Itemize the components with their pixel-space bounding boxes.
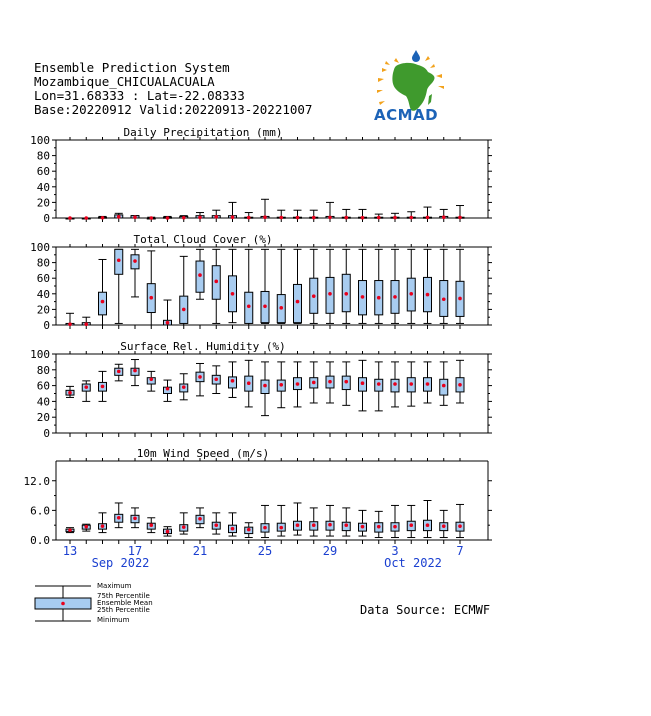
panel-title: Total Cloud Cover (%)	[133, 233, 273, 246]
mean-dot	[312, 216, 316, 220]
x-tick-label: 3	[391, 544, 399, 558]
mean-dot	[296, 300, 300, 304]
x-tick-label: 21	[192, 544, 208, 558]
mean-dot	[166, 530, 170, 534]
header-location: Mozambique_CHICUALACUALA	[34, 74, 215, 89]
mean-dot	[409, 523, 413, 527]
mean-dot	[68, 216, 72, 220]
mean-dot	[149, 216, 153, 220]
y-tick-label: 80	[36, 256, 50, 270]
mean-dot	[263, 215, 267, 219]
mean-dot	[247, 528, 251, 532]
legend-glyph	[35, 586, 91, 621]
mean-dot	[198, 273, 202, 277]
mean-dot	[182, 216, 186, 220]
mean-dot	[442, 297, 446, 301]
mean-dot	[214, 280, 218, 284]
mean-dot	[377, 525, 381, 529]
x-tick-label: 25	[257, 544, 273, 558]
mean-dot	[166, 321, 170, 325]
mean-dot	[263, 304, 267, 308]
mean-dot	[442, 384, 446, 388]
panel-title: Daily Precipitation (mm)	[123, 126, 283, 139]
x-tick-label: 7	[456, 544, 464, 558]
x-tick-label: 29	[322, 544, 338, 558]
mean-dot	[214, 215, 218, 219]
mean-dot	[312, 523, 316, 527]
mean-dot	[84, 385, 88, 389]
mean-dot	[166, 387, 170, 391]
y-tick-label: 40	[36, 287, 50, 301]
mean-dot	[263, 526, 267, 530]
mean-dot	[458, 383, 462, 387]
y-tick-label: 100	[30, 348, 50, 361]
mean-dot	[279, 526, 283, 530]
mean-dot	[198, 517, 202, 521]
y-tick-label: 80	[36, 363, 50, 377]
y-tick-label: 40	[36, 180, 50, 194]
mean-dot	[68, 322, 72, 326]
panel-title: Surface Rel. Humidity (%)	[120, 340, 286, 353]
legend-mean-label: Ensemble Mean	[97, 599, 153, 607]
header-coordinates: Lon=31.68333 : Lat=-22.08333	[34, 88, 245, 103]
y-tick-label: 20	[36, 411, 50, 425]
mean-dot	[198, 375, 202, 379]
mean-dot	[328, 523, 332, 527]
mean-dot	[182, 525, 186, 529]
panel-2	[30, 233, 492, 332]
mean-dot	[458, 216, 462, 220]
mean-dot	[84, 525, 88, 529]
y-tick-label: 12.0	[23, 474, 50, 488]
data-source: Data Source: ECMWF	[360, 603, 491, 617]
mean-dot	[182, 385, 186, 389]
mean-dot	[117, 215, 121, 219]
mean-dot	[377, 382, 381, 386]
panel-1	[30, 126, 492, 225]
y-tick-label: 20	[36, 196, 50, 210]
madagascar-icon	[428, 94, 432, 105]
x-month-label: Sep 2022	[91, 556, 150, 570]
mean-dot	[393, 382, 397, 386]
mean-dot	[377, 296, 381, 300]
mean-dot	[101, 300, 105, 304]
mean-dot	[231, 379, 235, 383]
mean-dot	[101, 524, 105, 528]
mean-dot	[393, 525, 397, 529]
mean-dot	[133, 215, 137, 219]
mean-dot	[84, 322, 88, 326]
mean-dot	[101, 216, 105, 220]
y-tick-label: 6.0	[30, 504, 50, 518]
mean-dot	[312, 294, 316, 298]
mean-dot	[312, 381, 316, 385]
mean-dot	[231, 215, 235, 219]
mean-dot	[279, 383, 283, 387]
y-tick-label: 0	[43, 427, 50, 440]
mean-dot	[426, 382, 430, 386]
mean-dot	[247, 304, 251, 308]
mean-dot	[296, 382, 300, 386]
water-drop-icon	[412, 50, 420, 62]
mean-dot	[426, 293, 430, 297]
iqr-box	[99, 292, 107, 315]
mean-dot	[328, 292, 332, 296]
legend-p25-label: 25th Percentile	[97, 606, 150, 614]
logo-text: ACMAD	[374, 106, 439, 124]
y-tick-label: 60	[36, 165, 50, 179]
mean-dot	[279, 216, 283, 220]
header-title: Ensemble Prediction System	[34, 60, 230, 75]
y-tick-label: 0.0	[30, 534, 50, 547]
mean-dot	[442, 524, 446, 528]
mean-dot	[68, 528, 72, 532]
mean-dot	[117, 516, 121, 520]
mean-dot	[328, 216, 332, 220]
mean-dot	[361, 216, 365, 220]
mean-dot	[296, 523, 300, 527]
mean-dot	[393, 295, 397, 299]
mean-dot	[133, 259, 137, 263]
mean-dot	[458, 524, 462, 528]
panel-3	[30, 340, 492, 440]
mean-dot	[198, 216, 202, 220]
mean-dot	[279, 306, 283, 310]
mean-dot	[101, 385, 105, 389]
mean-dot	[344, 216, 348, 220]
mean-dot	[231, 527, 235, 531]
panel-title: 10m Wind Speed (m/s)	[136, 447, 270, 460]
mean-dot	[149, 296, 153, 300]
legend-maximum-label: Maximum	[97, 582, 132, 590]
mean-dot	[231, 292, 235, 296]
mean-dot	[166, 216, 170, 220]
y-tick-label: 60	[36, 379, 50, 393]
iqr-box	[294, 284, 302, 322]
mean-dot	[182, 308, 186, 312]
mean-dot	[426, 523, 430, 527]
mean-dot	[247, 216, 251, 220]
mean-dot	[117, 258, 121, 262]
y-tick-label: 80	[36, 149, 50, 163]
mean-dot	[296, 216, 300, 220]
mean-dot	[84, 216, 88, 220]
mean-dot	[361, 381, 365, 385]
x-month-label: Oct 2022	[384, 556, 442, 570]
mean-dot	[149, 377, 153, 381]
mean-dot	[68, 391, 72, 395]
mean-dot	[344, 292, 348, 296]
mean-dot	[133, 516, 137, 520]
y-tick-label: 0	[43, 319, 50, 332]
x-tick-label: 13	[62, 544, 78, 558]
mean-dot	[377, 216, 381, 220]
header-dates: Base:20220912 Valid:20220913-20221007	[34, 102, 313, 117]
mean-dot	[409, 216, 413, 220]
x-tick-label: 17	[127, 544, 143, 558]
mean-dot	[214, 523, 218, 527]
y-tick-label: 100	[30, 241, 50, 254]
y-tick-label: 20	[36, 303, 50, 317]
mean-dot	[344, 380, 348, 384]
mean-dot	[133, 369, 137, 373]
mean-dot	[247, 381, 251, 385]
mean-dot	[361, 295, 365, 299]
mean-dot	[409, 382, 413, 386]
mean-dot	[442, 215, 446, 219]
legend-p75-label: 75th Percentile	[97, 592, 150, 600]
mean-dot	[263, 384, 267, 388]
y-tick-label: 40	[36, 395, 50, 409]
y-tick-label: 0	[43, 212, 50, 225]
mean-dot	[393, 216, 397, 220]
panel-4	[24, 447, 493, 547]
legend-mean-dot	[61, 602, 65, 606]
y-tick-label: 100	[30, 134, 50, 147]
mean-dot	[344, 523, 348, 527]
mean-dot	[149, 523, 153, 527]
mean-dot	[426, 216, 430, 220]
mean-dot	[458, 297, 462, 301]
y-tick-label: 60	[36, 272, 50, 286]
mean-dot	[214, 377, 218, 381]
legend-minimum-label: Minimum	[97, 616, 130, 624]
mean-dot	[409, 292, 413, 296]
mean-dot	[117, 370, 121, 374]
mean-dot	[328, 380, 332, 384]
mean-dot	[361, 525, 365, 529]
